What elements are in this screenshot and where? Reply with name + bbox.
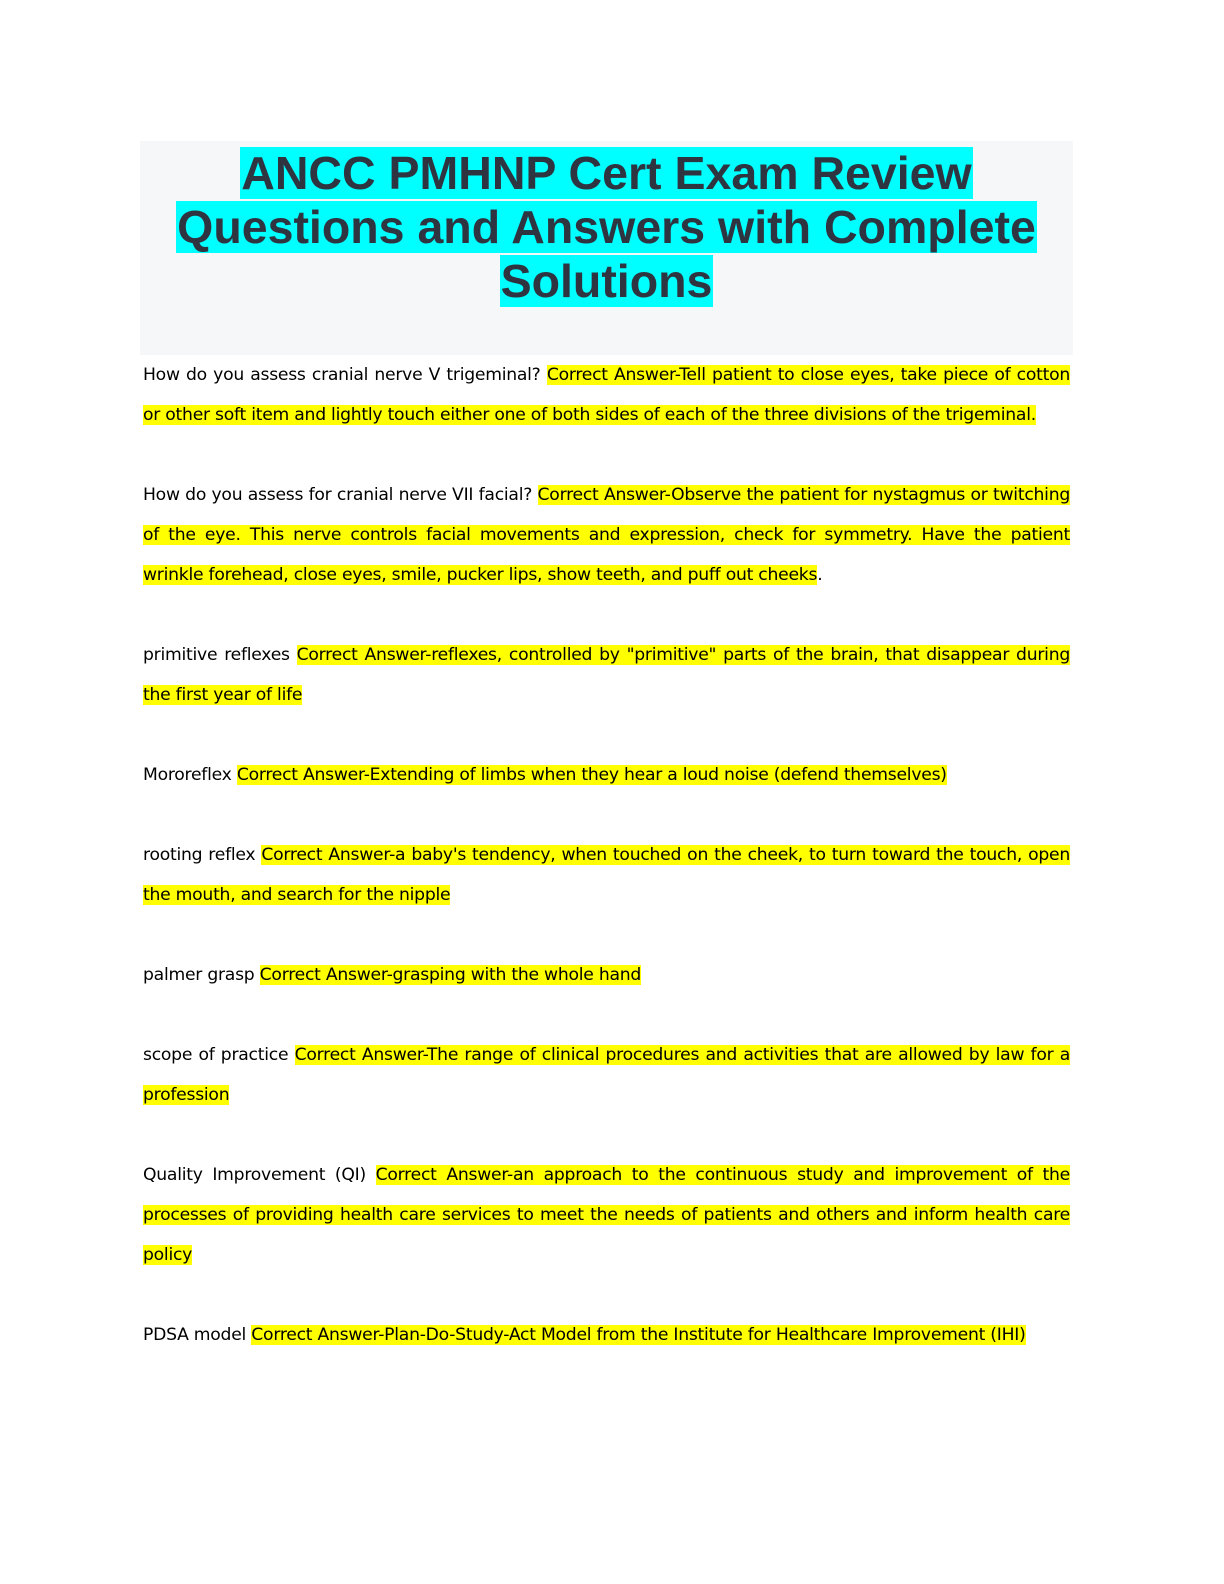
question-term: palmer grasp xyxy=(143,965,255,985)
correct-answer: Correct Answer-reflexes, controlled by "primitive" parts of the brain, that disappear during the first year of life xyxy=(143,645,1071,705)
question-term: Quality Improvement (QI) xyxy=(143,1165,366,1185)
question-term: How do you assess for cranial nerve VII facial? xyxy=(143,485,533,505)
correct-answer: Correct Answer-Observe the patient for nystagmus or twitching of the eye. This nerve controls facial movements and expression, check for symmetry. Have the patient wrinkle forehead, close eyes, smile, pucker lips, show teeth, and puff out cheeks xyxy=(143,485,1070,585)
question-term: rooting reflex xyxy=(143,845,256,865)
correct-answer: Correct Answer-Plan-Do-Study-Act Model from the Institute for Healthcare Improvement (IHI) xyxy=(251,1325,1026,1345)
qa-list xyxy=(143,355,1070,1395)
question-term: PDSA model xyxy=(143,1325,247,1345)
question-term: Mororeflex xyxy=(143,765,232,785)
title-block xyxy=(140,141,1073,355)
question-term: primitive reflexes xyxy=(143,645,290,665)
document-title xyxy=(140,141,1073,308)
correct-answer: Correct Answer-an approach to the continuous study and improvement of the processes of providing health care services to meet the needs of patients and others and inform health care policy xyxy=(143,1165,1070,1265)
correct-answer: Correct Answer-Extending of limbs when they hear a loud noise (defend themselves) xyxy=(236,765,947,785)
correct-answer: Correct Answer-The range of clinical procedures and activities that are allowed by law for a profession xyxy=(143,1045,1070,1105)
qa-item xyxy=(143,635,1070,715)
question-term: scope of practice xyxy=(143,1045,289,1065)
qa-item xyxy=(143,355,1070,435)
correct-answer: Correct Answer-Tell patient to close eyes, take piece of cotton or other soft item and lightly touch either one of both sides of each of the three divisions of the trigeminal. xyxy=(143,365,1071,425)
qa-item xyxy=(143,1155,1070,1275)
qa-item xyxy=(143,955,1070,995)
qa-item xyxy=(143,1315,1070,1355)
document-title-text: ANCC PMHNP Cert Exam Review Questions and Answers with Complete Solutions xyxy=(177,147,1036,307)
qa-item xyxy=(143,475,1070,595)
question-term: How do you assess cranial nerve V trigeminal? xyxy=(143,365,541,385)
correct-answer: Correct Answer-grasping with the whole hand xyxy=(259,965,642,985)
answer-suffix: . xyxy=(817,565,823,585)
correct-answer: Correct Answer-a baby's tendency, when touched on the cheek, to turn toward the touch, open the mouth, and search for the nipple xyxy=(143,845,1070,905)
qa-item xyxy=(143,835,1070,915)
qa-item xyxy=(143,1035,1070,1115)
qa-item xyxy=(143,755,1070,795)
